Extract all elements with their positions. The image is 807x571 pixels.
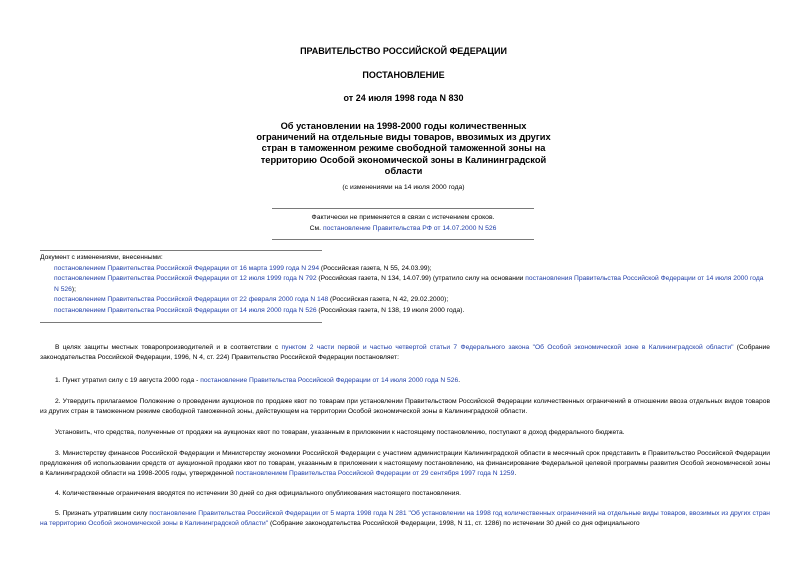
law-link[interactable]: пунктом 2 части первой и частью четвертой статьи 7 Федерального закона "Об Особой экономической зоне в Калининградской области"	[281, 344, 734, 351]
paragraph-text: (Собрание законодательства Российской Федерации, 1996, N 4, ст. 224) Правительство Российской Федерации постановляет:	[40, 344, 770, 362]
changes-list	[40, 253, 770, 317]
clause-3	[40, 449, 770, 480]
paragraph-text: Установить, что средства, полученные от продажи на аукционах квот по товарам, указанным в приложении к настоящему постановлению, поступают в доход федерального бюджета.	[55, 429, 625, 436]
preamble-paragraph	[40, 343, 770, 363]
document-type-heading: ПОСТАНОВЛЕНИЕ	[362, 70, 445, 80]
document-title: Об установлении на 1998-2000 годы количественных ограничений на отдельные виды товаров, ввозимых из других стран в таможенном режиме свободной таможенной зоны на территорию Особой экономической зоны в Калининградской области	[256, 121, 551, 176]
clause-2	[40, 397, 770, 417]
changes-item	[40, 306, 770, 317]
changes-item	[40, 264, 770, 275]
paragraph-text: В целях защиты местных товаропроизводителей и в соответствии с	[55, 344, 282, 351]
change-link[interactable]: постановлением Правительства Российской Федерации от 22 февраля 2000 года N 148	[54, 296, 329, 304]
paragraph-text: 2. Утвердить прилагаемое Положение о проведении аукционов по продаже квот по товарам при установлении Правительством Российской Федерации количественных ограничений в отношении ввоза отдельных видов товаров из других стран в таможенном режиме свободной таможенной зоны, действующем на территории Особой экономической зоны в Калининградской области.	[40, 398, 770, 416]
applicability-notice	[272, 212, 534, 234]
clause-5	[40, 509, 770, 529]
notice-line: Фактически не применяется в связи с истечением сроков.	[311, 214, 495, 221]
changes-item	[40, 295, 770, 306]
program-link[interactable]: постановлением Правительства Российской Федерации от 29 сентября 1997 года N 1259	[235, 470, 515, 478]
notice-top-divider	[272, 208, 534, 209]
document-date-number: от 24 июля 1998 года N 830	[343, 93, 464, 103]
notice-see-prefix: См.	[309, 225, 323, 232]
change-link[interactable]: постановления Правительства Российской Федерации от 14 июля 2000 года N 526	[54, 275, 764, 293]
notice-link[interactable]: постановление Правительства РФ от 14.07.2000 N 526	[322, 225, 497, 232]
changes-intro: Документ с изменениями, внесенными:	[40, 254, 163, 261]
changes-bottom-divider	[40, 322, 322, 323]
clause-2-funds	[40, 428, 770, 438]
paragraph-text: 5. Признать утратившим силу	[55, 510, 150, 517]
change-details: (Российская газета, N 42, 29.02.2000);	[328, 296, 449, 304]
edits-note: (с изменениями на 14 июля 2000 года)	[342, 184, 465, 191]
changes-item	[40, 274, 770, 295]
change-link[interactable]: постановлением Правительства Российской Федерации от 12 июля 1999 года N 792	[54, 275, 317, 283]
government-heading: ПРАВИТЕЛЬСТВО РОССИЙСКОЙ ФЕДЕРАЦИИ	[300, 46, 507, 56]
paragraph-text: 3. Министерству финансов Российской Федерации и Министерству экономики Российской Федерации с участием администрации Калининградской области в месячный срок представить в Правительство Российской Федерации предложения об использовании средств от аукционной продажи квот по товарам, указанным в приложении к настоящему постановлению, на финансирование Федеральной целевой программы развития Особой экономической зоны в Калининградской области на 1998-2005 годы, утвержденной	[40, 450, 770, 478]
paragraph-text: .	[458, 377, 461, 384]
change-link[interactable]: постановлением Правительства Российской Федерации от 16 марта 1999 года N 294	[54, 264, 320, 272]
change-link[interactable]: постановлением Правительства Российской Федерации от 14 июля 2000 года N 526	[54, 306, 317, 314]
change-details: (Российская газета, N 55, 24.03.99);	[319, 264, 432, 272]
paragraph-text: 1. Пункт утратил силу с 19 августа 2000 года -	[55, 377, 201, 384]
repeal-link[interactable]: постановление Правительства Российской Федерации от 14 июля 2000 года N 526	[200, 377, 459, 384]
notice-bottom-divider	[272, 239, 534, 240]
change-details: );	[71, 285, 76, 293]
change-details: (Российская газета, N 138, 19 июля 2000 года).	[316, 306, 465, 314]
notice-see-line	[272, 223, 534, 234]
clause-1	[40, 376, 770, 386]
change-details: (Российская газета, N 134, 14.07.99) (утратило силу на основании	[316, 275, 526, 283]
changes-top-divider	[40, 250, 322, 251]
paragraph-text: 4. Количественные ограничения вводятся по истечении 30 дней со дня официального опубликования настоящего постановления.	[55, 490, 461, 497]
clause-4	[40, 489, 770, 499]
paragraph-text: .	[514, 470, 517, 478]
repealed-act-link[interactable]: постановление Правительства Российской Федерации от 5 марта 1998 года N 281 "Об установлении на 1998 год количественных ограничений на отдельные виды товаров, ввозимых из других стран на территорию Особой экономической зоны в Калининградской области"	[40, 510, 770, 528]
paragraph-text: (Собрание законодательства Российской Федерации, 1998, N 11, ст. 1286) по истечении 30 дней со дня официального	[268, 520, 640, 528]
